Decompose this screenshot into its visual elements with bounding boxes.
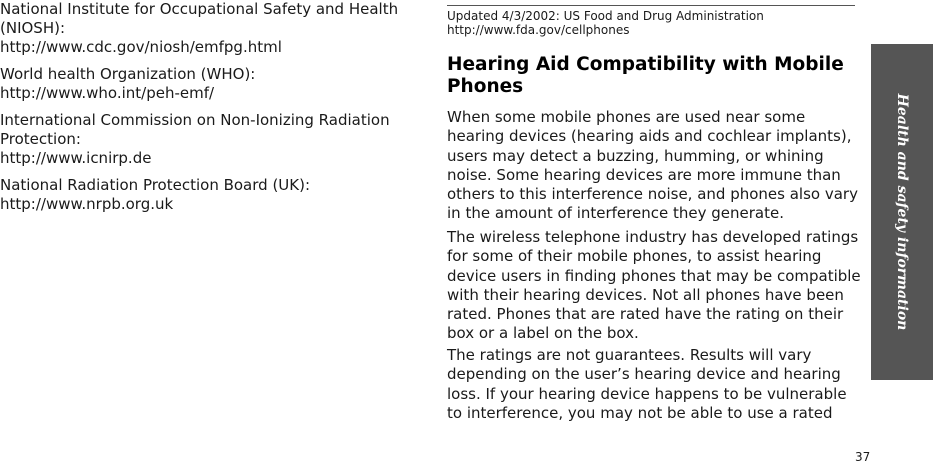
resource-icnirp: [0, 111, 410, 168]
paragraph-line: box or a label on the box.: [447, 324, 639, 343]
entry-line: (NIOSH):: [0, 19, 66, 37]
paragraph-line: with their hearing devices. Not all phones have been: [447, 285, 844, 304]
paragraph-line: loss. If your hearing device happens to be vulnerable: [447, 384, 847, 403]
entry-line: National Radiation Protection Board (UK):: [0, 176, 311, 194]
header-rule: [447, 5, 855, 6]
paragraph-line: users may detect a buzzing, humming, or whining: [447, 146, 824, 165]
paragraph-line: depending on the user’s hearing device and hearing: [447, 365, 841, 384]
update-text: Updated 4/3/2002: US Food and Drug Administration: [447, 9, 764, 23]
resource-niosh: [0, 0, 410, 57]
paragraph-line: to interference, you may not be able to use a rated: [447, 403, 833, 422]
section-side-tab: [871, 44, 933, 380]
paragraph-line: others to this interference noise, and phones also vary: [447, 185, 858, 204]
update-note: [447, 9, 764, 37]
resource-nrpb: [0, 176, 410, 214]
update-url: http://www.fda.gov/cellphones: [447, 23, 630, 37]
paragraph-line: hearing devices (hearing aids and cochlear implants),: [447, 127, 852, 146]
heading-line: Phones: [447, 76, 524, 97]
heading-line: Hearing Aid Compatibility with Mobile: [447, 54, 844, 75]
entry-url: http://www.icnirp.de: [0, 149, 152, 167]
paragraph-guarantees: [447, 346, 857, 423]
paragraph-line: in the amount of interference they generate.: [447, 204, 784, 223]
paragraph-line: noise. Some hearing devices are more immune than: [447, 165, 841, 184]
left-column: [0, 0, 410, 222]
entry-line: World health Organization (WHO):: [0, 65, 256, 83]
entry-url: http://www.who.int/peh-emf/: [0, 84, 215, 102]
entry-url: http://www.nrpb.org.uk: [0, 195, 174, 213]
paragraph-line: The wireless telephone industry has developed ratings: [447, 228, 859, 246]
entry-line: Protection:: [0, 130, 81, 148]
entry-line: National Institute for Occupational Safety and Health: [0, 0, 399, 18]
paragraph-line: The ratings are not guarantees. Results will vary: [447, 346, 812, 364]
paragraph-line: rated. Phones that are rated have the rating on their: [447, 305, 844, 324]
page-number: 37: [855, 450, 871, 464]
section-heading: [447, 54, 844, 98]
paragraph-ratings: [447, 228, 861, 344]
entry-line: International Commission on Non-Ionizing Radiation: [0, 111, 390, 129]
paragraph-line: When some mobile phones are used near some: [447, 108, 806, 126]
paragraph-line: device users in finding phones that may be compatible: [447, 266, 861, 285]
resource-who: [0, 65, 410, 103]
paragraph-line: for some of their mobile phones, to assist hearing: [447, 247, 822, 266]
paragraph-interference: [447, 108, 857, 224]
side-tab-label: Health and safety information: [894, 93, 910, 331]
entry-url: http://www.cdc.gov/niosh/emfpg.html: [0, 38, 282, 56]
